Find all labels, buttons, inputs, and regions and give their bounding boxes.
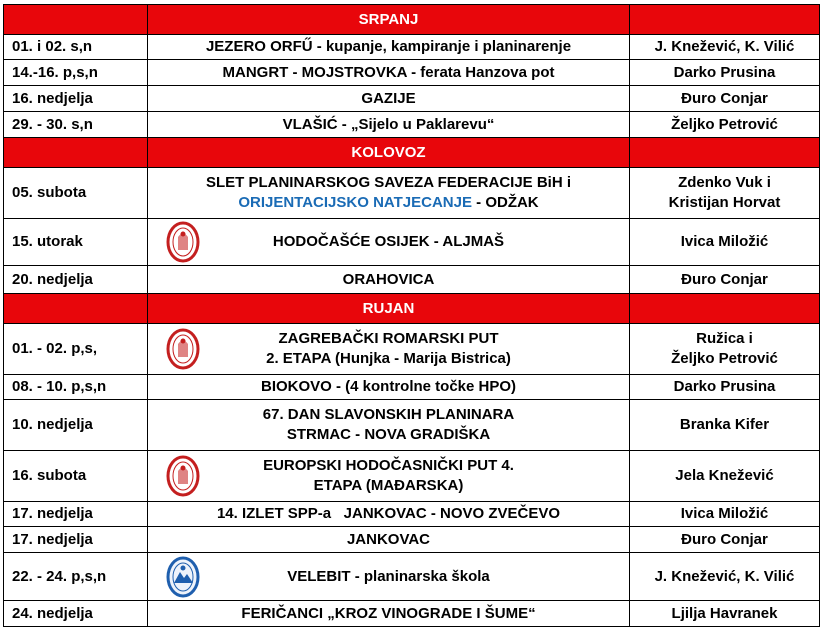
leader-cell: Željko Petrović: [630, 112, 820, 138]
leader-cell: [630, 324, 820, 375]
table-row: [4, 219, 820, 266]
date-cell: 16. nedjelja: [4, 86, 148, 112]
date-cell: 01. - 02. p,s,: [4, 324, 148, 375]
date-cell: 29. - 30. s,n: [4, 112, 148, 138]
mountaineering-school-badge-icon: [166, 556, 200, 598]
event-cell: [148, 324, 630, 375]
date-cell: 08. - 10. p,s,n: [4, 375, 148, 400]
leader-cell: Đuro Conjar: [630, 86, 820, 112]
leader-line-1: Zdenko Vuk i: [678, 174, 771, 191]
event-line-2: STRMAC - NOVA GRADIŠKA: [286, 426, 491, 443]
table-row: [4, 375, 820, 400]
leader-cell: J. Knežević, K. Vilić: [630, 553, 820, 601]
date-cell: 16. subota: [4, 451, 148, 502]
date-cell: 10. nedjelja: [4, 400, 148, 451]
table-row: [4, 168, 820, 219]
table-row: [4, 324, 820, 375]
month-header-row: [4, 5, 820, 35]
table-row: [4, 553, 820, 601]
leader-cell: Darko Prusina: [630, 60, 820, 86]
event-cell: VLAŠIĆ - „Sijelo u Paklarevu“: [148, 112, 630, 138]
month-header-row: [4, 294, 820, 324]
table-row: [4, 502, 820, 527]
leader-cell: Đuro Conjar: [630, 266, 820, 294]
leader-cell: Darko Prusina: [630, 375, 820, 400]
event-cell: 14. IZLET SPP-a JANKOVAC - NOVO ZVEČEVO: [148, 502, 630, 527]
date-cell: 17. nedjelja: [4, 527, 148, 553]
leader-line-2: Željko Petrović: [671, 350, 778, 367]
leader-cell: Jela Knežević: [630, 451, 820, 502]
table-row: [4, 400, 820, 451]
event-line-2: [156, 193, 621, 213]
date-cell: 24. nedjelja: [4, 601, 148, 627]
event-cell: [148, 553, 630, 601]
month-title: KOLOVOZ: [148, 138, 630, 168]
table-row: [4, 266, 820, 294]
leader-line-2: Kristijan Horvat: [668, 194, 781, 211]
table-row: [4, 35, 820, 60]
event-line-2: ETAPA (MAĐARSKA): [313, 477, 464, 494]
event-line-1: EUROPSKI HODOČASNIČKI PUT 4.: [263, 457, 514, 474]
pilgrim-badge-icon: [166, 221, 200, 263]
event-cell: ORAHOVICA: [148, 266, 630, 294]
table-row: [4, 112, 820, 138]
event-cell: [148, 451, 630, 502]
leader-cell: J. Knežević, K. Vilić: [630, 35, 820, 60]
date-cell: 05. subota: [4, 168, 148, 219]
event-cell: [148, 400, 630, 451]
leader-line-1: Ružica i: [696, 330, 753, 347]
date-cell: 01. i 02. s,n: [4, 35, 148, 60]
event-cell: FERIČANCI „KROZ VINOGRADE I ŠUME“: [148, 601, 630, 627]
month-title: RUJAN: [148, 294, 630, 324]
event-line-1: ZAGREBAČKI ROMARSKI PUT: [278, 330, 499, 347]
event-cell: BIOKOVO - (4 kontrolne točke HPO): [148, 375, 630, 400]
leader-cell: Ljilja Havranek: [630, 601, 820, 627]
table-row: [4, 451, 820, 502]
orienteering-highlight: ORIJENTACIJSKO NATJECANJE: [238, 194, 472, 211]
event-title: HODOČAŠĆE OSIJEK - ALJMAŠ: [272, 233, 505, 250]
event-cell: JEZERO ORFŰ - kupanje, kampiranje i planinarenje: [148, 35, 630, 60]
event-location: - ODŽAK: [471, 194, 539, 211]
leader-cell: [630, 168, 820, 219]
schedule-table: [3, 4, 820, 627]
leader-cell: Đuro Conjar: [630, 527, 820, 553]
event-cell: [148, 168, 630, 219]
date-cell: 20. nedjelja: [4, 266, 148, 294]
date-cell: 14.-16. p,s,n: [4, 60, 148, 86]
pilgrim-badge-icon: [166, 328, 200, 370]
table-row: [4, 601, 820, 627]
event-cell: JANKOVAC: [148, 527, 630, 553]
leader-cell: Ivica Miložić: [630, 502, 820, 527]
leader-cell: Branka Kifer: [630, 400, 820, 451]
event-cell: [148, 219, 630, 266]
month-title: SRPANJ: [148, 5, 630, 35]
pilgrim-badge-icon: [166, 455, 200, 497]
table-row: [4, 527, 820, 553]
event-line-2: 2. ETAPA (Hunjka - Marija Bistrica): [266, 350, 511, 367]
date-cell: 17. nedjelja: [4, 502, 148, 527]
table-row: [4, 60, 820, 86]
date-cell: 15. utorak: [4, 219, 148, 266]
table-row: [4, 86, 820, 112]
leader-cell: Ivica Miložić: [630, 219, 820, 266]
event-title: VELEBIT - planinarska škola: [287, 567, 490, 585]
event-cell: GAZIJE: [148, 86, 630, 112]
date-cell: 22. - 24. p,s,n: [4, 553, 148, 601]
event-cell: MANGRT - MOJSTROVKA - ferata Hanzova pot: [148, 60, 630, 86]
event-line-1: SLET PLANINARSKOG SAVEZA FEDERACIJE BiH i: [205, 174, 572, 191]
event-line-1: 67. DAN SLAVONSKIH PLANINARA: [262, 406, 515, 423]
month-header-row: [4, 138, 820, 168]
